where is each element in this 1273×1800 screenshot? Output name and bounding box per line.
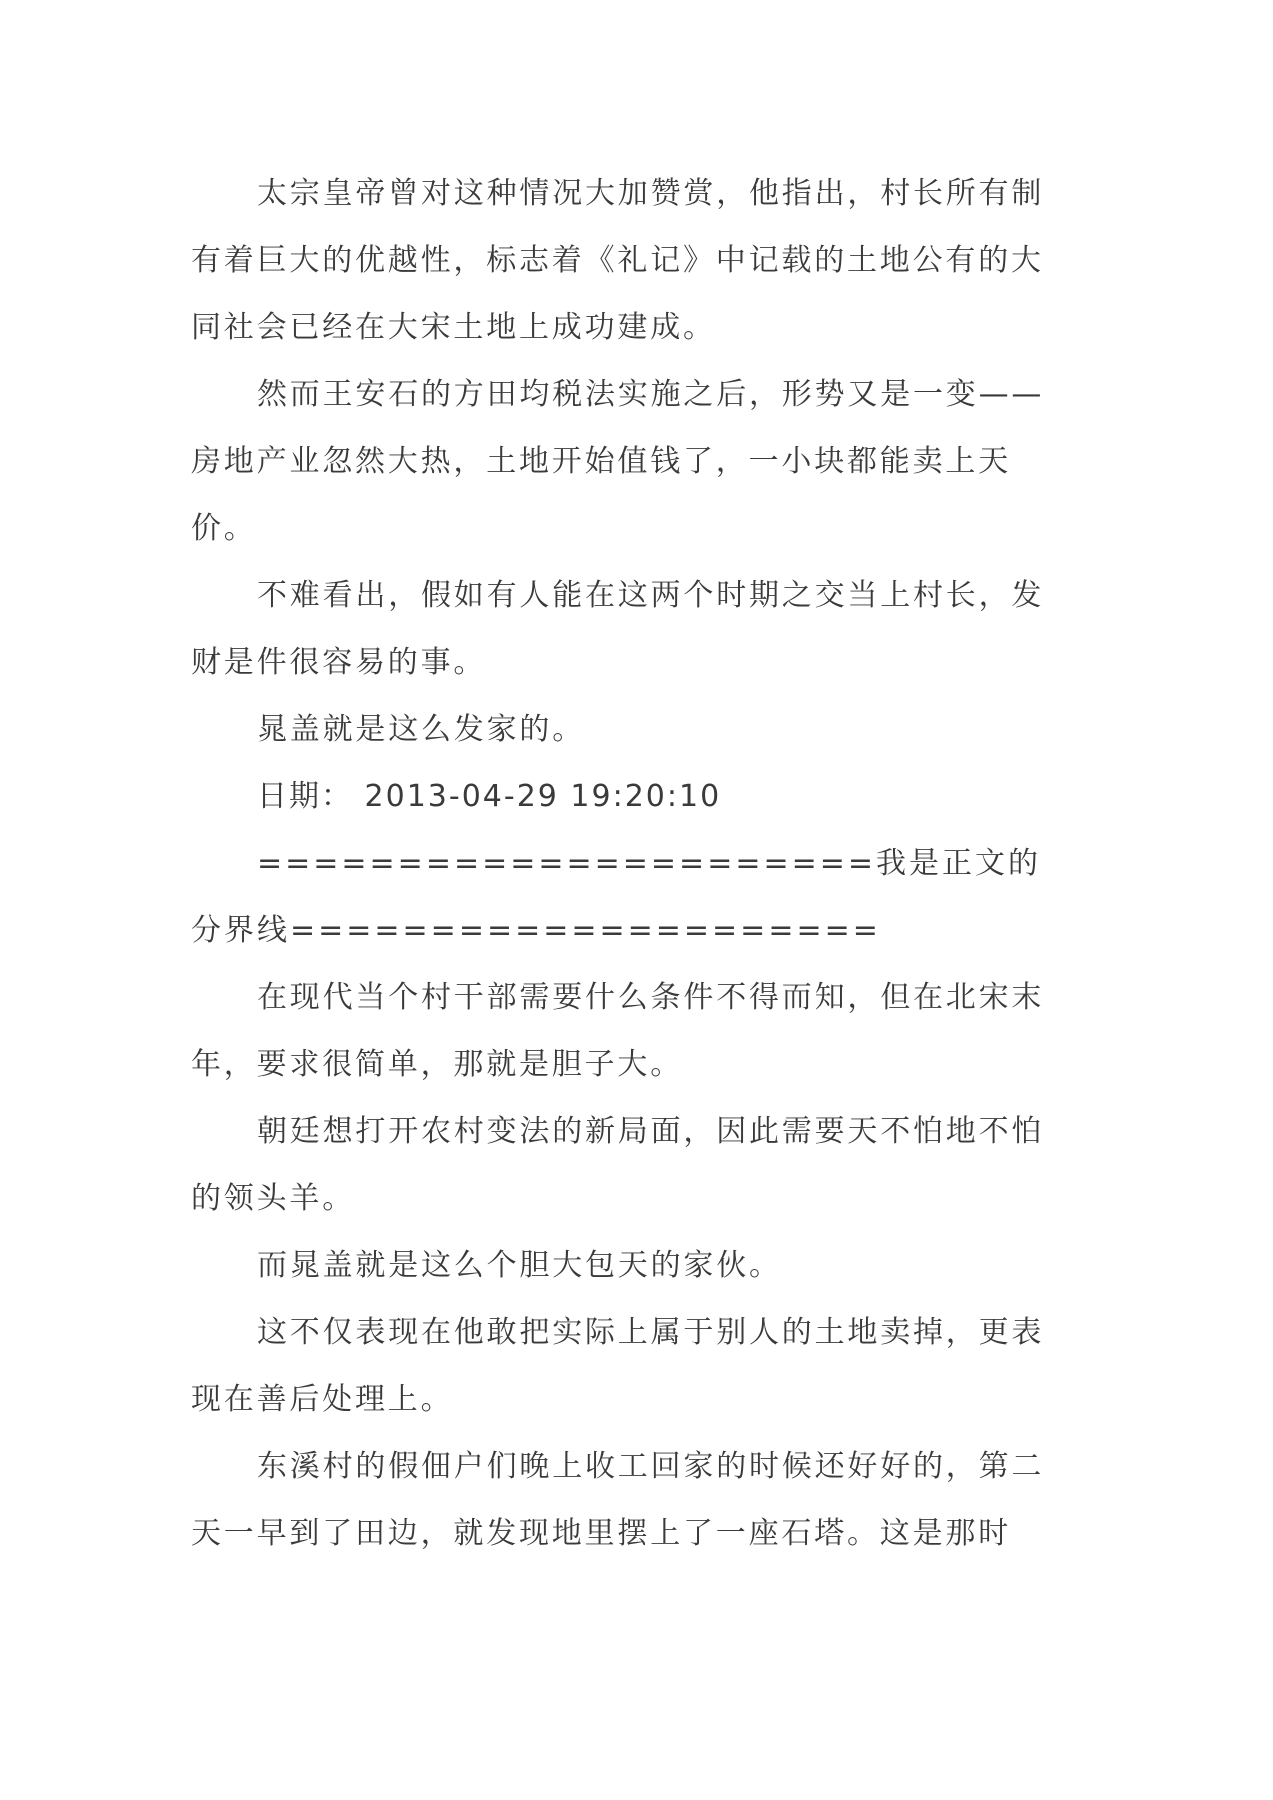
paragraph: 这不仅表现在他敢把实际上属于别人的土地卖掉，更表现在善后处理上。 [191,1315,1045,1417]
paragraph: 东溪村的假佃户们晚上收工回家的时候还好好的，第二天一早到了田边，就发现地里摆上了一座石塔。这是那时 [191,1449,1045,1551]
paragraph: 不难看出，假如有人能在这两个时期之交当上村长，发财是件很容易的事。 [191,578,1045,680]
paragraph: 在现代当个村干部需要什么条件不得而知，但在北宋末年，要求很简单，那就是胆子大。 [191,980,1045,1082]
text-column [191,160,1071,1567]
paragraph: 晁盖就是这么发家的。 [257,712,585,747]
paragraph: 然而王安石的方田均税法实施之后，形势又是一变——房地产业忽然大热，土地开始值钱了，一小块都能卖上天价。 [191,377,1045,546]
paragraph: 太宗皇帝曾对这种情况大加赞赏，他指出，村长所有制有着巨大的优越性，标志着《礼记》中记载的土地公有的大同社会已经在大宋土地上成功建成。 [191,176,1045,345]
paragraph: 朝廷想打开农村变法的新局面，因此需要天不怕地不怕的领头羊。 [191,1114,1045,1216]
paragraph: 而晁盖就是这么个胆大包天的家伙。 [257,1248,782,1283]
section-separator: ======================我是正文的分界线===================== [191,846,1042,948]
date-line: 日期： 2013-04-29 19:20:10 [257,779,722,814]
